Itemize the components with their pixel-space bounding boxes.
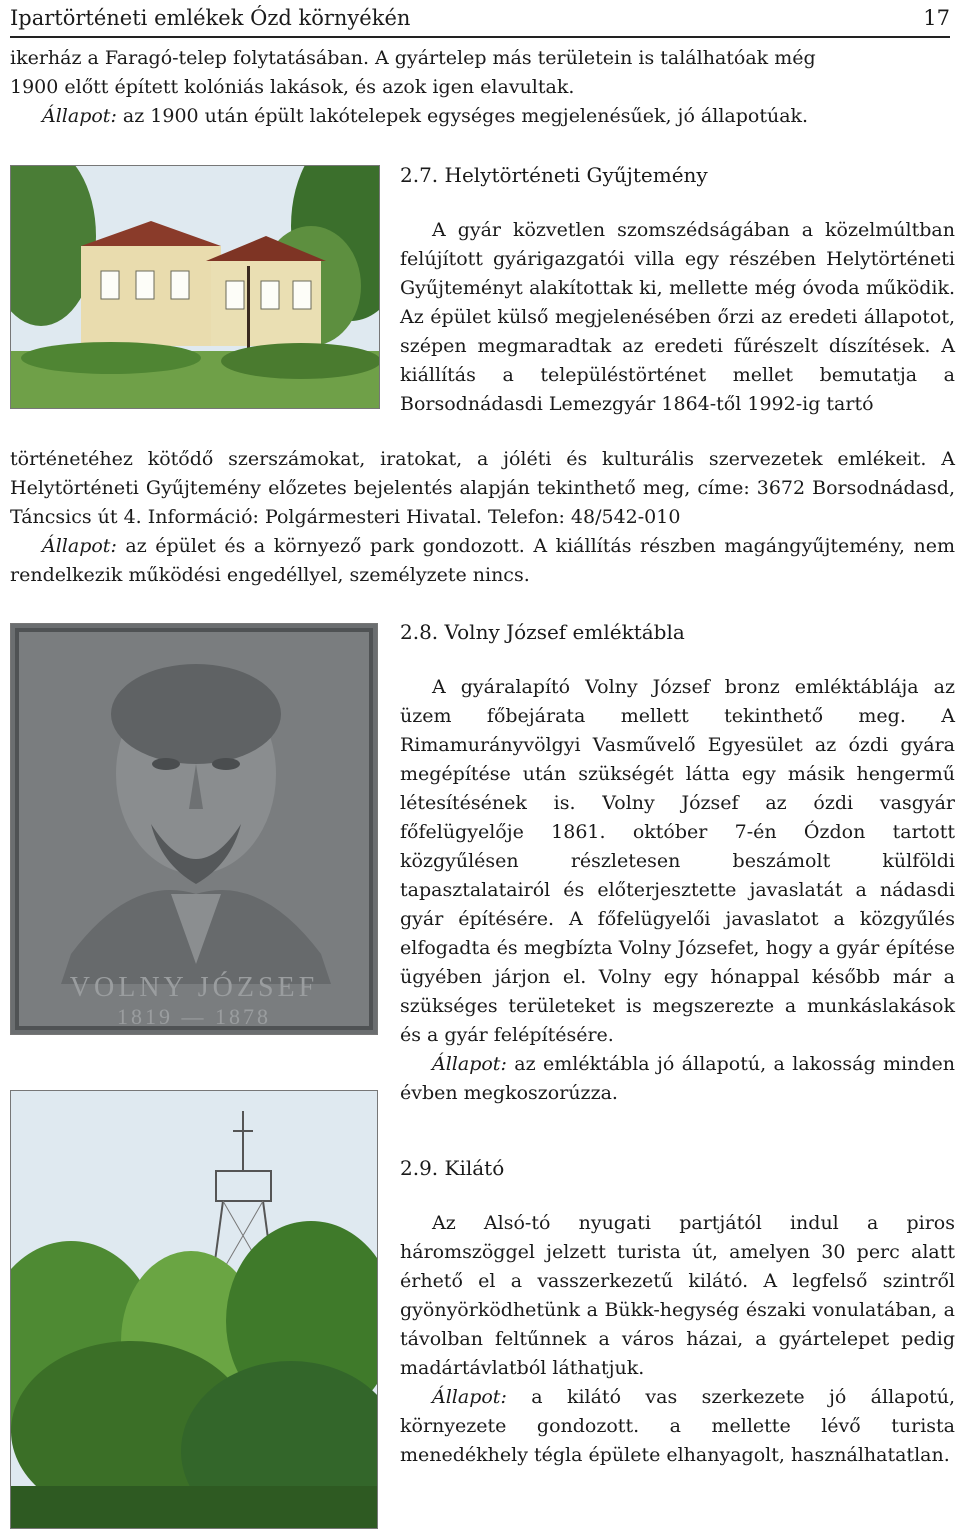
- header-rule: [10, 36, 950, 38]
- section-2-8-status: [400, 1050, 955, 1108]
- lookout-tower-photo: [10, 1090, 378, 1529]
- page-number: 17: [923, 6, 950, 30]
- intro-line-1: ikerház a Faragó-telep folytatásában. A gyártelep más területein is találhatóak még: [10, 47, 816, 69]
- page-header: [10, 2, 950, 36]
- status-text: az épület és a környező park gondozott. A kiállítás részben magángyűjtemény, nem rendelkezik működési engedéllyel, személyzete nincs.: [10, 535, 955, 586]
- volny-plaque-photo: [10, 623, 378, 1035]
- section-2-7-heading: 2.7. Helytörténeti Gyűjtemény: [400, 163, 708, 187]
- intro-status: [10, 102, 950, 131]
- status-label: Állapot:: [432, 1386, 507, 1408]
- running-title: Ipartörténeti emlékek Ózd környékén: [10, 6, 411, 30]
- status-text: az 1900 után épült lakótelepek egységes megjelenésűek, jó állapotúak.: [116, 105, 809, 127]
- status-label: Állapot:: [432, 1053, 507, 1075]
- section-2-7-full: [10, 445, 955, 590]
- section-2-9-para: Az Alsó-tó nyugati partjától indul a piros háromszöggel jelzett turista út, amelyen 30 perc alatt érhető el a vasszerkezetű kilátó. A legfelső szintről gyönyörködhetünk a Bükk-hegység északi vonulatában, a távolban feltűnnek a város házai, a gyártelepet pedig madártávlatból láthatjuk.: [400, 1212, 955, 1379]
- section-2-7-status: [10, 532, 955, 590]
- status-text: az emléktábla jó állapotú, a lakosság minden évben megkoszorúzza.: [400, 1053, 955, 1104]
- section-2-8: [400, 617, 955, 1108]
- section-2-7-para-full: történetéhez kötődő szerszámokat, iratokat, a jóléti és kulturális szervezetek emlékeit. A Helytörténeti Gyűjtemény előzetes bejelentés alapján tekinthető meg, címe: 3672 Borsodnádasd, Táncsics út 4. Információ: Polgármesteri Hivatal. Telefon: 48/542-010: [10, 448, 955, 528]
- section-2-8-heading: 2.8. Volny József emléktábla: [400, 620, 685, 644]
- section-2-9: [400, 1153, 955, 1470]
- intro-line-2: 1900 előtt épített kolóniás lakások, és azok igen elavultak.: [10, 76, 575, 98]
- section-2-8-para: A gyáralapító Volny József bronz emléktáblája az üzem főbejárata mellett tekinthető meg. A Rimamurányvölgyi Vasművelő Egyesület az ózdi gyára megépítése után szükségét látta egy másik hengermű létesítésének is. Volny József az ózdi vasgyár főfelügyelője 1861. október 7-én Ózdon tartott közgyűlésen részletesen beszámolt külföldi tapasztalatairól és előterjesztette javaslatát a nádasdi gyár építésére. A főfelügyelői javaslatot a közgyűlés elfogadta és megbízta Volny Józsefet, hogy a gyár építése ügyében járjon el. Volny egy hónappal később már a szükséges területeket is megszerezte a munkáslakások és a gyár felépítésére.: [400, 676, 955, 1046]
- plaque-years: 1819 — 1878: [117, 1004, 271, 1029]
- status-label: Állapot:: [42, 535, 117, 557]
- villa-photo: [10, 165, 380, 409]
- section-2-7-right: [400, 160, 955, 419]
- intro-text: [10, 44, 950, 131]
- status-label: Állapot:: [42, 105, 117, 127]
- plaque-name: VOLNY JÓZSEF: [69, 972, 319, 1003]
- section-2-9-status: [400, 1383, 955, 1470]
- section-2-7-para-right: A gyár közvetlen szomszédságában a közelmúltban felújított gyárigazgatói villa egy részében Helytörténeti Gyűjteményt alakítottak ki, mellette még óvoda működik. Az épület külső megjelenésében őrzi az eredeti állapotot, szépen megmaradtak az eredeti fűrészelt díszítések. A kiállítás a településtörténet mellet bemutatja a Borsodnádasdi Lemezgyár 1864-től 1992-ig tartó: [400, 219, 955, 415]
- status-text: a kilátó vas szerkezete jó állapotú, környezete gondozott. a mellette lévő turista menedékhely tégla épülete elhanyagolt, használhatatlan.: [400, 1386, 955, 1466]
- section-2-9-heading: 2.9. Kilátó: [400, 1156, 505, 1180]
